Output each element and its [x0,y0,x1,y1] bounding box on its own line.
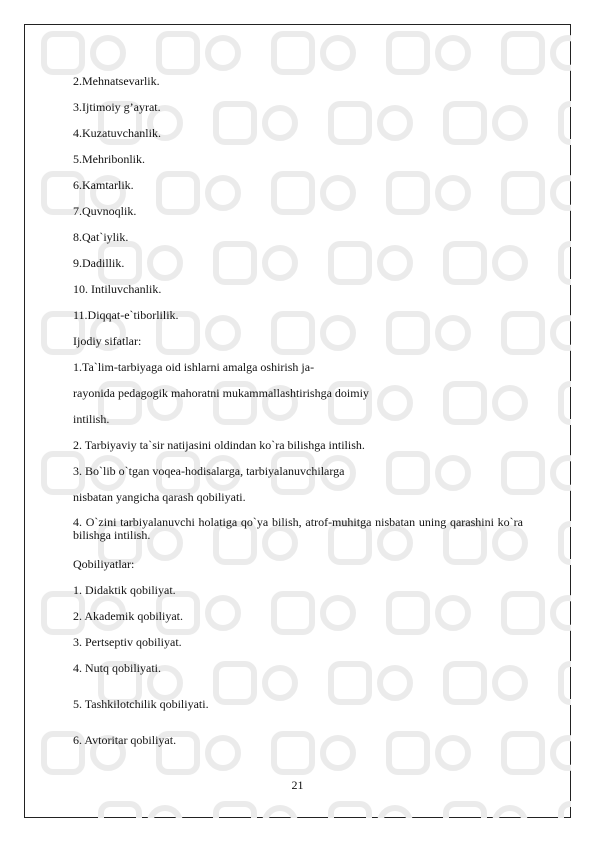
text-line: 4. Nutq qobiliyati. [73,661,161,675]
text-line: 3.Ijtimoiy g’ayrat. [73,100,161,114]
text-line: 10. Intiluvchanlik. [73,282,162,296]
text-line: 11.Diqqat-e`tiborlilik. [73,308,179,322]
text-line: nisbatan yangicha qarash qobiliyati. [73,490,246,504]
page-number: 21 [291,778,304,792]
text-line: 3. Bo`lib o`tgan voqea-hodisalarga, tarbiyalanuvchilarga [73,464,345,478]
text-line: 1. Didaktik qobiliyat. [73,583,176,597]
text-line: 9.Dadillik. [73,256,125,270]
text-line: 1.Ta`lim-tarbiyaga oid ishlarni amalga oshirish ja- [73,360,315,374]
text-line: 8.Qat`iylik. [73,230,129,244]
text-line: 6. Avtoritar qobiliyat. [73,733,177,747]
text-line: 6.Kamtarlik. [73,178,134,192]
text-line: 2.Mehnatsevarlik. [73,74,160,88]
text-line: 2. Akademik qobiliyat. [73,609,183,623]
text-line: 4.Kuzatuvchanlik. [73,126,161,140]
text-line: 2. Tarbiyaviy ta`sir natijasini oldindan ko`ra bilishga intilish. [73,438,365,452]
text-line: intilish. [73,412,110,426]
section-heading: Qobiliyatlar: [73,557,135,571]
text-line: 5.Mehribonlik. [73,152,145,166]
text-line: 7.Quvnoqlik. [73,204,137,218]
section-heading: Ijodiy sifatlar: [73,334,142,348]
justified-paragraph: 4. O`zini tarbiyalanuvchi holatiga qo`ya bilish, atrof-muhitga nisbatan uning qarashini ko`ra bilishga intilish. [73,515,523,542]
text-line: 3. Pertseptiv qobiliyat. [73,635,182,649]
text-line: rayonida pedagogik mahoratni mukammallashtirishga doimiy [73,386,369,400]
text-line: 5. Tashkilotchilik qobiliyati. [73,697,209,711]
